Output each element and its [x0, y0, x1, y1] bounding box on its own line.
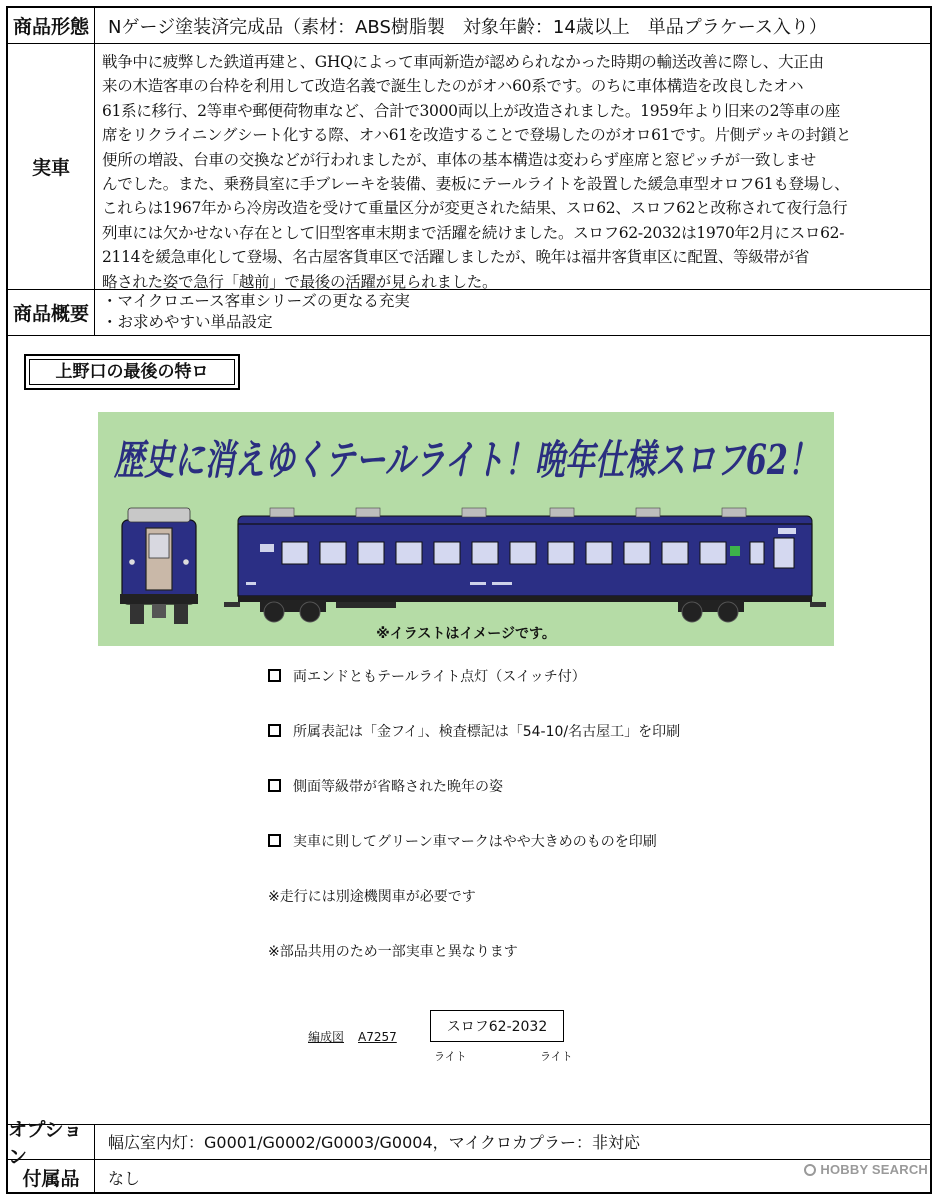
- train-illustration: [98, 412, 834, 646]
- feature-item: [268, 776, 503, 796]
- car-side-view: [224, 508, 826, 622]
- banner-headline: 歴史に消えゆくテールライト！晩年仕様スロフ62！: [113, 436, 818, 484]
- formation-car: スロフ62-2032: [430, 1010, 564, 1042]
- description-line: 来の木造客車の台枠を利用して改造名義で誕生したのがオハ60系です。のちに車体構造を改良したオハ: [102, 77, 804, 96]
- note-text: ※走行には別途機関車が必要です: [268, 889, 476, 905]
- watermark: [804, 1162, 928, 1177]
- light-left-label: ライト: [434, 1050, 467, 1063]
- checkbox-square-icon: [268, 779, 281, 792]
- feature-section: [8, 336, 930, 1125]
- real-car-description: [94, 44, 930, 289]
- overview-value: [94, 290, 930, 335]
- formation-label: [308, 1028, 397, 1045]
- form-label: 商品形態: [8, 8, 95, 43]
- checkbox-square-icon: [268, 834, 281, 847]
- feature-text: 実車に則してグリーン車マークはやや大きめのものを印刷: [293, 834, 657, 850]
- product-banner: [98, 412, 834, 646]
- watermark-text: HOBBY SEARCH: [820, 1162, 928, 1177]
- description-line: 61系に移行、2等車や郵便荷物車など、合計で3000両以上が改造されました。1959年より旧来の2等車の座: [102, 101, 840, 120]
- form-value: Nゲージ塗装済完成品（素材：ABS樹脂製 対象年齢：14歳以上 単品プラケース入り）: [108, 16, 827, 38]
- option-row: [8, 1118, 930, 1168]
- accessory-label: 付属品: [8, 1160, 95, 1194]
- feature-text: 所属表記は「金フイ」、検査標記は「54-10/名古屋工」を印刷: [293, 724, 681, 740]
- formation-code: A7257: [358, 1030, 397, 1044]
- option-label: オプション: [8, 1124, 95, 1159]
- banner-note: ※イラストはイメージです。: [376, 626, 556, 642]
- description-line: 戦争中に疲弊した鉄道再建と、GHQによって車両新造が認められなかった時期の輸送改善に際し、大正由: [102, 53, 824, 71]
- description-line: んでした。また、乗務員室に手ブレーキを装備、妻板にテールライトを設置した緩急車型オロフ61も登場し、: [102, 175, 850, 194]
- real-car-label: 実車: [8, 44, 95, 289]
- overview-item: ・お求めやすい単品設定: [102, 313, 273, 331]
- accessory-value: なし: [108, 1168, 141, 1188]
- overview-row: [8, 290, 930, 336]
- form-row: [8, 8, 930, 44]
- car-end-view: [120, 508, 198, 624]
- option-value: 幅広室内灯：G0001/G0002/G0003/G0004，マイクロカプラー：非対応: [108, 1133, 641, 1152]
- hobby-search-logo-icon: [804, 1164, 816, 1176]
- section-title-box: [24, 354, 240, 390]
- note-text: ※部品共用のため一部実車と異なります: [268, 944, 518, 960]
- feature-item: [268, 831, 657, 851]
- feature-text: 両エンドともテールライト点灯（スイッチ付）: [293, 669, 586, 685]
- description-line: 便所の増設、台車の交換などが行われましたが、車体の基本構造は変わらず座席と窓ピッチが一致しませ: [102, 150, 816, 169]
- description-line: 略された姿で急行「越前」で最後の活躍が見られました。: [102, 272, 498, 291]
- overview-item: ・マイクロエース客車シリーズの更なる充実: [102, 292, 410, 310]
- description-line: 2114を緩急車化して登場、名古屋客貨車区で活躍しましたが、晩年は福井客貨車区に配置、等級帯が省: [102, 248, 810, 267]
- accessory-row: [8, 1160, 930, 1194]
- feature-text: 側面等級帯が省略された晩年の姿: [293, 779, 503, 795]
- description-line: 席をリクライニングシート化する際、オハ61を改造することで登場したのがオロ61です。片側デッキの封鎖と: [102, 126, 852, 145]
- checkbox-square-icon: [268, 669, 281, 682]
- section-title: 上野口の最後の特ロ: [29, 359, 235, 385]
- description-line: これらは1967年から冷房改造を受けて重量区分が変更された結果、スロ62、スロフ62と改称されて夜行急行: [102, 199, 848, 218]
- real-car-row: [8, 44, 930, 290]
- overview-label: 商品概要: [8, 290, 95, 335]
- formation-title: 編成図: [308, 1030, 345, 1044]
- feature-item: [268, 721, 680, 741]
- formation-diagram: [308, 1010, 608, 1070]
- product-sheet: [6, 6, 932, 1194]
- light-right-label: ライト: [540, 1050, 573, 1063]
- description-line: 列車には欠かせない存在として旧型客車末期まで活躍を続けました。スロフ62-2032は1970年2月にスロ62-: [102, 223, 845, 242]
- feature-item: [268, 666, 586, 686]
- checkbox-square-icon: [268, 724, 281, 737]
